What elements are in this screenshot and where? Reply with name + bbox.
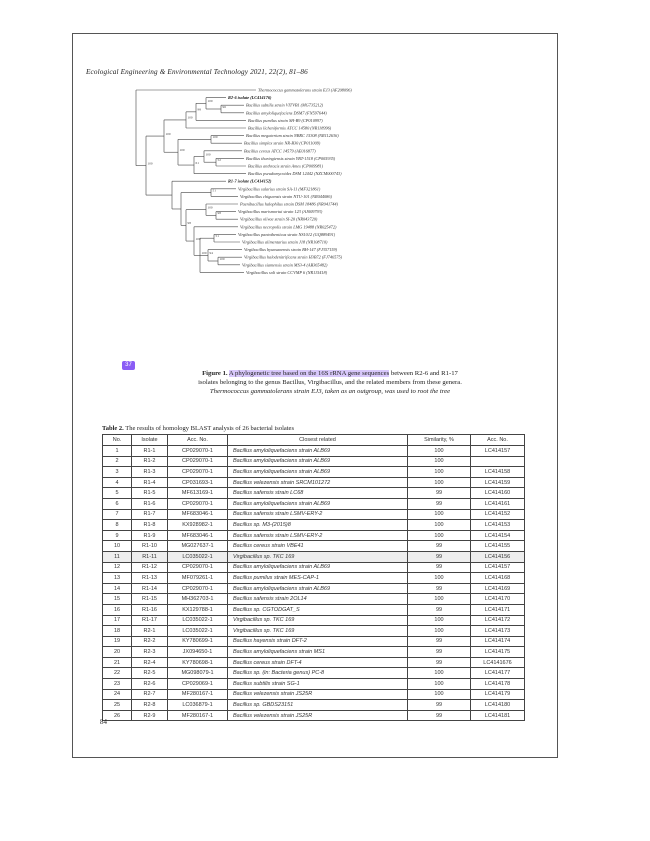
cell-acc-no-2: LC414180	[471, 700, 525, 711]
bootstrap-value: 100	[179, 148, 185, 153]
cell-acc-no-2: LC414157	[471, 562, 525, 573]
cell-isolate: R2-2	[132, 636, 168, 647]
cell-acc-no: KY780698-1	[168, 657, 228, 668]
table-row	[103, 520, 525, 531]
col-header-acc-no-2: Acc. No.	[471, 435, 525, 446]
cell-similarity: 99	[408, 710, 471, 721]
table-row	[103, 456, 525, 467]
bootstrap-value: 94	[209, 251, 213, 256]
cell-closest-related: Bacillus velezensis strain SRCM101272	[228, 477, 408, 488]
cell-closest-related: Bacillus cereus strain DFT-4	[228, 657, 408, 668]
cell-closest-related: Bacillus subtilis strain SG-1	[228, 679, 408, 690]
cell-acc-no-2: LC414177	[471, 668, 525, 679]
cell-closest-related: Bacillus sp. GBDS23151	[228, 700, 408, 711]
cell-isolate: R1-5	[132, 488, 168, 499]
cell-no: 18	[103, 626, 132, 637]
cell-closest-related: Bacillus amyloliquefaciens strain ALB69	[228, 583, 408, 594]
tree-tip-label: R1-7 isolate (LC414152)	[228, 178, 272, 184]
cell-acc-no: MG098079-1	[168, 668, 228, 679]
cell-similarity: 99	[408, 551, 471, 562]
cell-no: 9	[103, 530, 132, 541]
cell-acc-no: MF079261-1	[168, 573, 228, 584]
homology-table	[102, 434, 525, 721]
cell-acc-no-2: LC414181	[471, 710, 525, 721]
tree-tip-label: Bacillus simplex strain NR-B30 (CP011009)	[244, 140, 321, 146]
tree-tip-label: Bacillus pumilus strain SH-B9 (CP010997)	[248, 117, 323, 123]
cell-no: 7	[103, 509, 132, 520]
table-row	[103, 446, 525, 457]
cell-similarity: 100	[408, 573, 471, 584]
cell-acc-no: CP029070-1	[168, 456, 228, 467]
cell-no: 13	[103, 573, 132, 584]
bootstrap-value: 51	[212, 188, 216, 193]
cell-acc-no-2: LC414168	[471, 573, 525, 584]
cell-acc-no: CP031693-1	[168, 477, 228, 488]
cell-similarity: 100	[408, 679, 471, 690]
cell-similarity: 100	[408, 446, 471, 457]
cell-no: 2	[103, 456, 132, 467]
tree-tip-label: Virgibacillus olivae strain SI-20 (NR043720)	[240, 216, 318, 222]
cell-acc-no: MF683046-1	[168, 509, 228, 520]
table-row	[103, 509, 525, 520]
cell-acc-no: LC036879-1	[168, 700, 228, 711]
table-title	[102, 425, 294, 432]
cell-isolate: R1-16	[132, 604, 168, 615]
tree-tip-label: Paenibacillus halophilus strain DSM 18486 (NR041744)	[240, 201, 338, 207]
cell-acc-no-2: LC414155	[471, 541, 525, 552]
table-title-text: The results of homology BLAST analysis of 26 bacterial isolates	[123, 425, 294, 432]
cell-acc-no: MF613169-1	[168, 488, 228, 499]
cell-acc-no-2: LC414174	[471, 636, 525, 647]
tree-tip-label: Virgibacillus halodenitrificans strain H3B72 (FJ746575)	[244, 254, 343, 260]
col-header-no: No.	[103, 435, 132, 446]
cell-no: 25	[103, 700, 132, 711]
caption-highlight[interactable]: A phylogenetic tree based on the 16S rRNA gene sequences	[228, 370, 390, 377]
cell-similarity: 99	[408, 583, 471, 594]
phylogenetic-tree	[86, 80, 416, 355]
table-row	[103, 604, 525, 615]
cell-closest-related: Bacillus hayensis strain DFT-2	[228, 636, 408, 647]
bootstrap-value: 100	[147, 161, 153, 166]
cell-isolate: R2-9	[132, 710, 168, 721]
cell-no: 3	[103, 467, 132, 478]
table-row	[103, 710, 525, 721]
table-row	[103, 626, 525, 637]
cell-no: 21	[103, 657, 132, 668]
cell-no: 11	[103, 551, 132, 562]
cell-isolate: R1-10	[132, 541, 168, 552]
figure-label: Figure 1.	[202, 370, 228, 377]
cell-acc-no: MF280167-1	[168, 689, 228, 700]
cell-closest-related: Bacillus safensis strain LSMV-ERY-2	[228, 530, 408, 541]
cell-isolate: R1-14	[132, 583, 168, 594]
cell-no: 19	[103, 636, 132, 647]
cell-similarity: 99	[408, 657, 471, 668]
cell-acc-no: LC035022-1	[168, 626, 228, 637]
cell-acc-no-2: LC414175	[471, 647, 525, 658]
bootstrap-value: 61	[195, 160, 199, 165]
cell-similarity: 100	[408, 615, 471, 626]
bootstrap-value: 100	[187, 115, 193, 120]
table-row	[103, 583, 525, 594]
cell-closest-related: Bacillus amyloliquefaciens strain MS1	[228, 647, 408, 658]
cell-acc-no-2: LC414160	[471, 488, 525, 499]
cell-similarity: 100	[408, 509, 471, 520]
cell-acc-no-2: LC414170	[471, 594, 525, 605]
tree-tip-label: Bacillus cereus ATCC 14579 (AE016877)	[244, 148, 316, 154]
cell-acc-no: MG027637-1	[168, 541, 228, 552]
tree-tip-label: Bacillus amyloliquefaciens DSM7 (FN597644)	[246, 110, 327, 116]
cell-closest-related: Bacillus velezensis strain JS25R	[228, 689, 408, 700]
cell-acc-no: CP029070-1	[168, 446, 228, 457]
cell-closest-related: Virgibacillus sp. TKC 169	[228, 551, 408, 562]
cell-acc-no: CP029070-1	[168, 467, 228, 478]
bootstrap-value: 100	[165, 131, 171, 136]
cell-isolate: R2-8	[132, 700, 168, 711]
table-row	[103, 498, 525, 509]
cell-similarity: 100	[408, 626, 471, 637]
tree-tip-label: Virgibacillus byunsanensis strain BH-147 (FJ357159)	[244, 247, 338, 253]
cell-no: 23	[103, 679, 132, 690]
table-row	[103, 477, 525, 488]
cell-acc-no-2: LC414161	[471, 498, 525, 509]
tree-tip-label: Bacillus anthracis strain Ames (CP009981)	[248, 163, 324, 169]
cell-closest-related: Virgibacillus sp. TKC 169	[228, 626, 408, 637]
tree-tip-label: Virgibacillus chiguensis strain NTU-101 (NR044086)	[240, 193, 332, 199]
page-number: 84	[100, 718, 107, 726]
cell-isolate: R2-3	[132, 647, 168, 658]
cell-similarity: 100	[408, 689, 471, 700]
col-header-acc-no: Acc. No.	[168, 435, 228, 446]
tree-tip-label: Bacillus licheniformis ATCC 14580 (NR118996)	[248, 125, 332, 131]
cell-no: 12	[103, 562, 132, 573]
cell-acc-no: CP029069-1	[168, 679, 228, 690]
figure-caption	[100, 369, 560, 396]
cell-similarity: 99	[408, 488, 471, 499]
tree-tip-label: Bacillus subtilis strain VITVB1 (MG735212)	[246, 102, 324, 108]
cell-acc-no-2: LC414158	[471, 467, 525, 478]
col-header-similarity: Similarity, %	[408, 435, 471, 446]
cell-no: 8	[103, 520, 132, 531]
cell-isolate: R2-1	[132, 626, 168, 637]
cell-isolate: R2-4	[132, 657, 168, 668]
cell-isolate: R2-7	[132, 689, 168, 700]
cell-acc-no-2: LC4141676	[471, 657, 525, 668]
cell-acc-no-2: LC414179	[471, 689, 525, 700]
cell-similarity: 99	[408, 541, 471, 552]
cell-closest-related: Bacillus pumilus strain MES-CAP-1	[228, 573, 408, 584]
cell-acc-no: MH362703-1	[168, 594, 228, 605]
bootstrap-value: 100	[207, 99, 213, 104]
cell-isolate: R1-7	[132, 509, 168, 520]
cell-no: 16	[103, 604, 132, 615]
bootstrap-value: 98	[197, 107, 201, 112]
table-row	[103, 636, 525, 647]
cell-closest-related: Bacillus safensis strain LC68	[228, 488, 408, 499]
cell-isolate: R1-3	[132, 467, 168, 478]
cell-no: 15	[103, 594, 132, 605]
cell-acc-no: CP029070-1	[168, 562, 228, 573]
cell-no: 20	[103, 647, 132, 658]
tree-tip-label: Virgibacillus necropolis strain LMG 19488 (NR025472)	[240, 224, 337, 230]
cell-isolate: R1-8	[132, 520, 168, 531]
cell-no: 6	[103, 498, 132, 509]
cell-acc-no: KX129788-1	[168, 604, 228, 615]
cell-similarity: 99	[408, 647, 471, 658]
cell-isolate: R1-15	[132, 594, 168, 605]
bootstrap-value: 98	[187, 221, 191, 226]
cell-isolate: R1-9	[132, 530, 168, 541]
cell-no: 1	[103, 446, 132, 457]
cell-no: 24	[103, 689, 132, 700]
tree-tip-label: Virgibacillus salarius strain SA-11 (MF321861)	[238, 186, 321, 192]
cell-closest-related: Bacillus cereus strain VBE41	[228, 541, 408, 552]
cell-closest-related: Bacillus velezensis strain JS25R	[228, 710, 408, 721]
tree-tip-label: Virgibacillus alimentarius strain J18 (NR108710)	[242, 239, 328, 245]
cell-similarity: 99	[408, 498, 471, 509]
table-row	[103, 657, 525, 668]
tree-tip-label: Bacillus megaterium strain NBRC 15308 (NR112636)	[246, 133, 339, 139]
bootstrap-value: 100	[219, 256, 225, 261]
figure-number-badge[interactable]: 37	[122, 361, 135, 370]
tree-tip-label: Virgibacillus marismortui strain 123 (AJ009793)	[238, 209, 323, 215]
cell-similarity: 100	[408, 520, 471, 531]
cell-closest-related: Bacillus sp. M3-(2015)8	[228, 520, 408, 531]
cell-acc-no: JX094650-1	[168, 647, 228, 658]
cell-no: 14	[103, 583, 132, 594]
bootstrap-value: 100	[201, 251, 207, 256]
table-row	[103, 647, 525, 658]
table-row	[103, 530, 525, 541]
cell-similarity: 100	[408, 456, 471, 467]
cell-acc-no: CP029070-1	[168, 498, 228, 509]
cell-acc-no-2: LC414171	[471, 604, 525, 615]
cell-closest-related: Bacillus safensis strain 2OL14	[228, 594, 408, 605]
table-row	[103, 541, 525, 552]
bootstrap-value: 96	[222, 104, 226, 109]
tree-tip-label: Bacillus pseudomycoides DSM 12442 (NZCM000743)	[248, 171, 342, 177]
cell-acc-no: LC035022-1	[168, 551, 228, 562]
bootstrap-value: 100	[195, 236, 201, 241]
cell-isolate: R2-5	[132, 668, 168, 679]
cell-no: 4	[103, 477, 132, 488]
cell-acc-no: LC035022-1	[168, 615, 228, 626]
cell-similarity: 99	[408, 636, 471, 647]
cell-isolate: R1-17	[132, 615, 168, 626]
cell-closest-related: Bacillus amyloliquefaciens strain ALB69	[228, 498, 408, 509]
cell-acc-no-2: LC414157	[471, 446, 525, 457]
cell-closest-related: Bacillus amyloliquefaciens strain ALB69	[228, 467, 408, 478]
tree-tip-label: Thermococcus gammatolerans strain EJ3 (AF208096)	[258, 87, 352, 93]
cell-acc-no: MF683046-1	[168, 530, 228, 541]
caption-line-2: isolates belonging to the genus Bacillus, Virgibacillus, and the related members from these genera.	[198, 379, 462, 386]
table-row	[103, 668, 525, 679]
cell-acc-no-2: LC414172	[471, 615, 525, 626]
table-row	[103, 573, 525, 584]
cell-acc-no-2: LC414159	[471, 477, 525, 488]
col-header-closest-related: Closest related	[228, 435, 408, 446]
cell-closest-related: Bacillus sp. CGTODGAT_S	[228, 604, 408, 615]
table-row	[103, 467, 525, 478]
table-row	[103, 488, 525, 499]
tree-tip-label: Bacillus thuringiensis strain YBT-1518 (CP005935)	[246, 155, 336, 161]
cell-closest-related: Bacillus safensis strain LSMV-ERY-2	[228, 509, 408, 520]
cell-acc-no-2: LC414154	[471, 530, 525, 541]
table-label: Table 2.	[102, 425, 124, 432]
cell-acc-no: KX928982-1	[168, 520, 228, 531]
cell-no: 26	[103, 710, 132, 721]
bootstrap-value: 98	[217, 211, 221, 216]
cell-closest-related: Bacillus sp. (in: Bacteria genus) PC-8	[228, 668, 408, 679]
table-row	[103, 615, 525, 626]
journal-header: Ecological Engineering & Environmental Technology 2021, 22(2), 81–86	[86, 68, 308, 76]
cell-no: 17	[103, 615, 132, 626]
cell-acc-no-2: LC414152	[471, 509, 525, 520]
table-row	[103, 594, 525, 605]
tree-tip-label: Virgibacillus soli strain CCVMP 6 (NR115418)	[246, 269, 328, 275]
cell-isolate: R1-6	[132, 498, 168, 509]
cell-acc-no-2: LC414169	[471, 583, 525, 594]
cell-isolate: R1-13	[132, 573, 168, 584]
col-header-isolate: Isolate	[132, 435, 168, 446]
cell-no: 5	[103, 488, 132, 499]
table-row	[103, 689, 525, 700]
cell-similarity: 99	[408, 700, 471, 711]
cell-similarity: 100	[408, 594, 471, 605]
cell-no: 22	[103, 668, 132, 679]
cell-isolate: R1-4	[132, 477, 168, 488]
cell-closest-related: Bacillus amyloliquefaciens strain ALB69	[228, 456, 408, 467]
cell-acc-no: CP029070-1	[168, 583, 228, 594]
cell-acc-no-2	[471, 456, 525, 467]
bootstrap-value: 100	[205, 152, 211, 157]
table-row	[103, 700, 525, 711]
cell-similarity: 100	[408, 467, 471, 478]
caption-line-1: between R2-6 and R1-17	[389, 370, 458, 377]
bootstrap-value: 51	[215, 234, 219, 238]
bootstrap-value: 100	[212, 135, 218, 140]
cell-isolate: R2-6	[132, 679, 168, 690]
tree-tip-label: Virgibacillus pantothenticus strain NS1012 (GQ889491)	[238, 231, 336, 237]
cell-acc-no: KY780699-1	[168, 636, 228, 647]
bootstrap-value: 52	[217, 158, 221, 162]
bootstrap-value: 100	[207, 205, 213, 210]
cell-closest-related: Virgibacillus sp. TKC 169	[228, 615, 408, 626]
cell-isolate: R1-2	[132, 456, 168, 467]
table-row	[103, 562, 525, 573]
cell-isolate: R1-12	[132, 562, 168, 573]
cell-acc-no-2: LC414178	[471, 679, 525, 690]
cell-similarity: 99	[408, 604, 471, 615]
cell-similarity: 100	[408, 530, 471, 541]
cell-acc-no-2: LC414153	[471, 520, 525, 531]
cell-acc-no: MF280167-1	[168, 710, 228, 721]
cell-closest-related: Bacillus amyloliquefaciens strain ALB69	[228, 446, 408, 457]
table-header-row	[103, 435, 525, 446]
cell-acc-no-2: LC414173	[471, 626, 525, 637]
table-row	[103, 551, 525, 562]
tree-tip-label: Virgibacillus siamensis strain MS3-4 (AB365482)	[242, 262, 328, 268]
table-row	[103, 679, 525, 690]
cell-isolate: R1-11	[132, 551, 168, 562]
cell-no: 10	[103, 541, 132, 552]
caption-line-3: Thermococcus gammatolerans strain EJ3, taken as an outgroup, was used to root the tree	[209, 388, 451, 395]
cell-closest-related: Bacillus amyloliquefaciens strain ALB69	[228, 562, 408, 573]
cell-similarity: 99	[408, 562, 471, 573]
cell-similarity: 100	[408, 477, 471, 488]
cell-similarity: 100	[408, 668, 471, 679]
cell-acc-no-2: LC414156	[471, 551, 525, 562]
cell-isolate: R1-1	[132, 446, 168, 457]
tree-tip-label: R2-6 isolate (LC414176)	[228, 95, 272, 101]
